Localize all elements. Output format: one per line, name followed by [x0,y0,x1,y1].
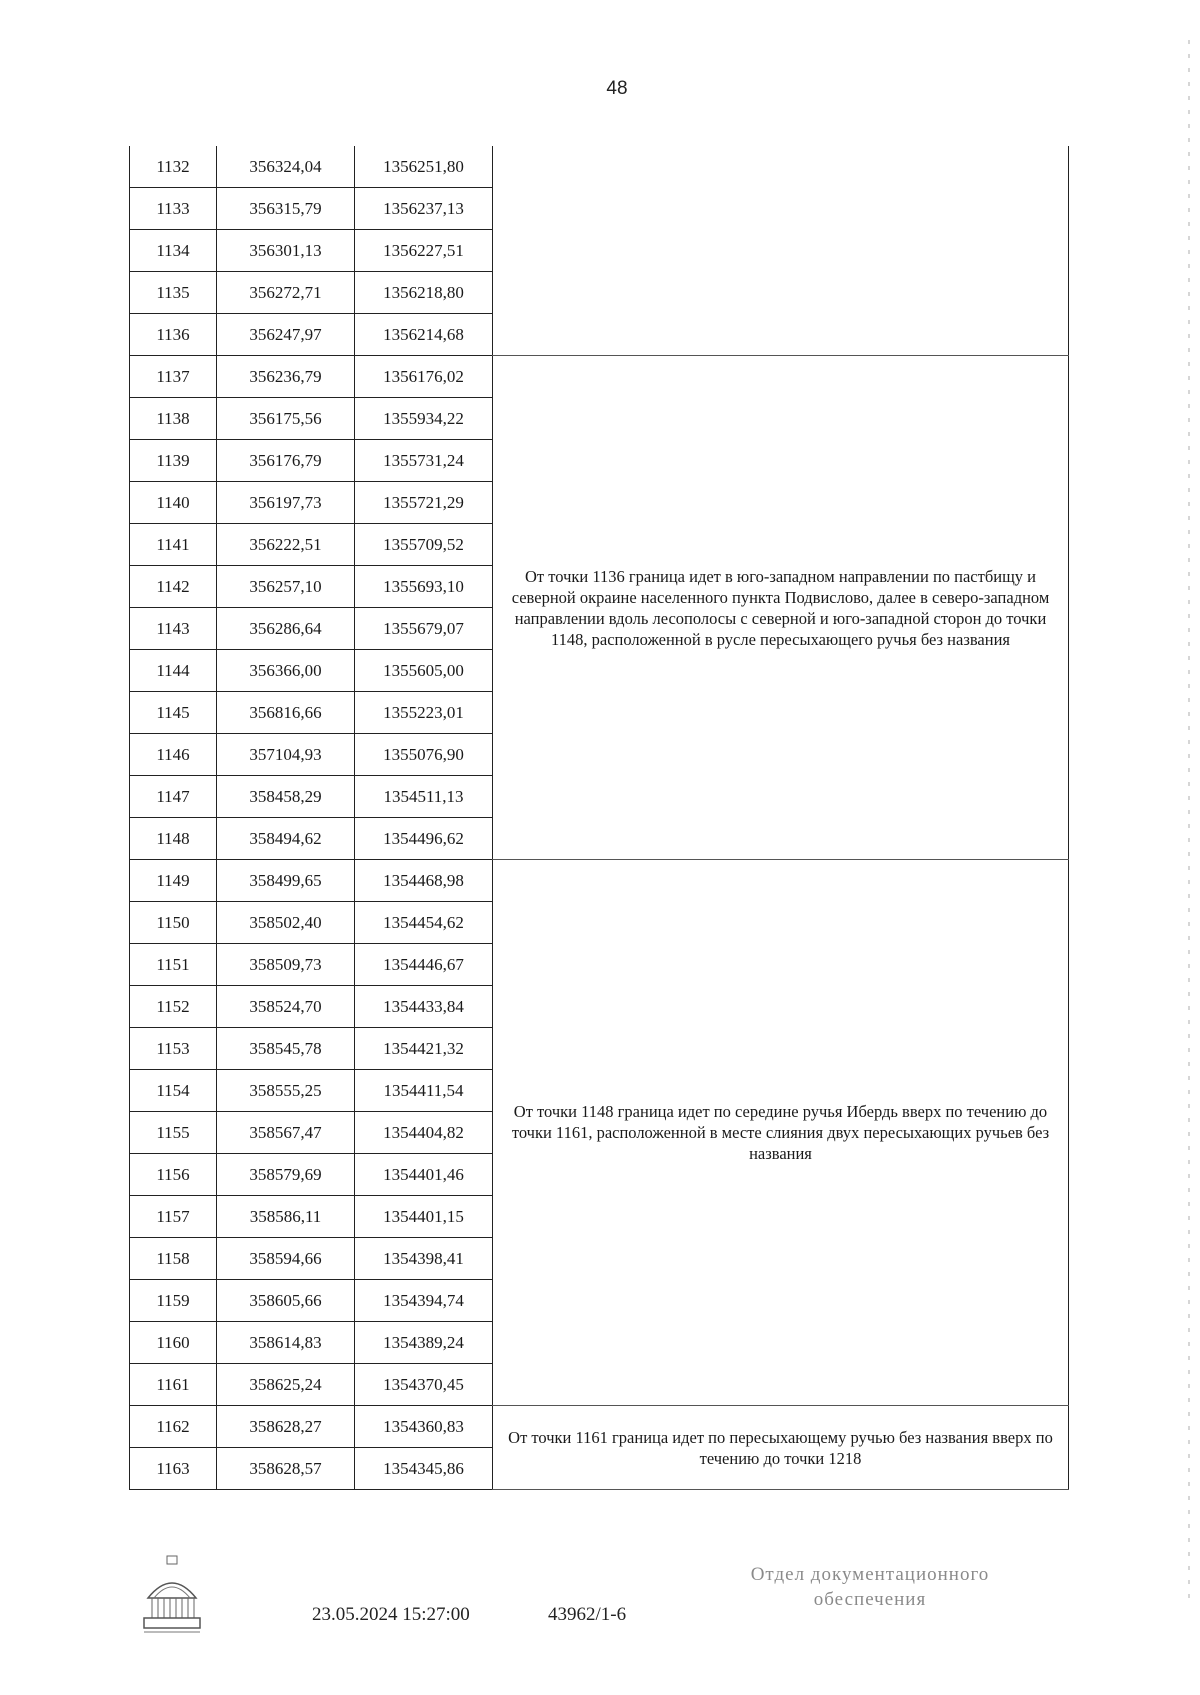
x-coordinate-cell: 358628,57 [217,1448,355,1490]
point-number-cell: 1161 [130,1364,217,1406]
y-coordinate-cell: 1356251,80 [355,146,493,188]
scan-edge [1188,40,1190,1600]
x-coordinate-cell: 358494,62 [217,818,355,860]
table-body [130,146,1069,1490]
boundary-description-cell: От точки 1161 граница идет по пересыхающему ручью без названия вверх по течению до точки 1218 [493,1406,1069,1490]
x-coordinate-cell: 358625,24 [217,1364,355,1406]
y-coordinate-cell: 1354496,62 [355,818,493,860]
x-coordinate-cell: 356257,10 [217,566,355,608]
point-number-cell: 1133 [130,188,217,230]
point-number-cell: 1135 [130,272,217,314]
x-coordinate-cell: 356175,56 [217,398,355,440]
y-coordinate-cell: 1355693,10 [355,566,493,608]
boundary-description-cell: От точки 1136 граница идет в юго-западном направлении по пастбищу и северной окраине населенного пункта Подвислово, далее в северо-западном направлении вдоль лесополосы с северной и юго-западной сторон до точки 1148, расположенной в русле пересыхающего ручья без названия [493,356,1069,860]
point-number-cell: 1136 [130,314,217,356]
boundary-description-cell: От точки 1148 граница идет по середине ручья Ибердь вверх по течению до точки 1161, расположенной в месте слияния двух пересыхающих ручьев без названия [493,860,1069,1406]
y-coordinate-cell: 1354394,74 [355,1280,493,1322]
table-row [130,356,1069,398]
y-coordinate-cell: 1354345,86 [355,1448,493,1490]
x-coordinate-cell: 356286,64 [217,608,355,650]
y-coordinate-cell: 1355731,24 [355,440,493,482]
point-number-cell: 1132 [130,146,217,188]
y-coordinate-cell: 1354360,83 [355,1406,493,1448]
point-number-cell: 1159 [130,1280,217,1322]
page-number: 48 [606,78,628,99]
table-row [130,146,1069,188]
x-coordinate-cell: 358499,65 [217,860,355,902]
x-coordinate-cell: 358524,70 [217,986,355,1028]
point-number-cell: 1155 [130,1112,217,1154]
x-coordinate-cell: 356816,66 [217,692,355,734]
boundary-description-cell [493,146,1069,356]
x-coordinate-cell: 356176,79 [217,440,355,482]
y-coordinate-cell: 1355934,22 [355,398,493,440]
point-number-cell: 1156 [130,1154,217,1196]
point-number-cell: 1146 [130,734,217,776]
point-number-cell: 1137 [130,356,217,398]
point-number-cell: 1152 [130,986,217,1028]
x-coordinate-cell: 358594,66 [217,1238,355,1280]
x-coordinate-cell: 358614,83 [217,1322,355,1364]
point-number-cell: 1153 [130,1028,217,1070]
point-number-cell: 1145 [130,692,217,734]
y-coordinate-cell: 1354401,46 [355,1154,493,1196]
emblem-logo [140,1554,204,1636]
y-coordinate-cell: 1354511,13 [355,776,493,818]
x-coordinate-cell: 357104,93 [217,734,355,776]
x-coordinate-cell: 358579,69 [217,1154,355,1196]
point-number-cell: 1150 [130,902,217,944]
point-number-cell: 1147 [130,776,217,818]
y-coordinate-cell: 1354389,24 [355,1322,493,1364]
point-number-cell: 1138 [130,398,217,440]
x-coordinate-cell: 358555,25 [217,1070,355,1112]
y-coordinate-cell: 1355709,52 [355,524,493,566]
y-coordinate-cell: 1356237,13 [355,188,493,230]
y-coordinate-cell: 1356214,68 [355,314,493,356]
x-coordinate-cell: 356324,04 [217,146,355,188]
y-coordinate-cell: 1354411,54 [355,1070,493,1112]
x-coordinate-cell: 358567,47 [217,1112,355,1154]
x-coordinate-cell: 356197,73 [217,482,355,524]
point-number-cell: 1143 [130,608,217,650]
point-number-cell: 1160 [130,1322,217,1364]
stamp-line-1: Отдел документационного [750,1564,990,1585]
department-stamp [700,1562,1040,1612]
point-number-cell: 1144 [130,650,217,692]
y-coordinate-cell: 1354370,45 [355,1364,493,1406]
table-row [130,860,1069,902]
x-coordinate-cell: 356236,79 [217,356,355,398]
point-number-cell: 1154 [130,1070,217,1112]
point-number-cell: 1140 [130,482,217,524]
x-coordinate-cell: 358605,66 [217,1280,355,1322]
point-number-cell: 1157 [130,1196,217,1238]
point-number-cell: 1163 [130,1448,217,1490]
point-number-cell: 1141 [130,524,217,566]
y-coordinate-cell: 1355605,00 [355,650,493,692]
point-number-cell: 1142 [130,566,217,608]
y-coordinate-cell: 1355679,07 [355,608,493,650]
y-coordinate-cell: 1355076,90 [355,734,493,776]
table-row [130,1406,1069,1448]
y-coordinate-cell: 1354454,62 [355,902,493,944]
x-coordinate-cell: 356272,71 [217,272,355,314]
x-coordinate-cell: 356301,13 [217,230,355,272]
point-number-cell: 1151 [130,944,217,986]
y-coordinate-cell: 1354398,41 [355,1238,493,1280]
point-number-cell: 1148 [130,818,217,860]
footer-datetime: 23.05.2024 15:27:00 [312,1604,470,1625]
x-coordinate-cell: 358502,40 [217,902,355,944]
x-coordinate-cell: 358586,11 [217,1196,355,1238]
x-coordinate-cell: 358509,73 [217,944,355,986]
point-number-cell: 1139 [130,440,217,482]
y-coordinate-cell: 1355721,29 [355,482,493,524]
x-coordinate-cell: 356366,00 [217,650,355,692]
x-coordinate-cell: 356247,97 [217,314,355,356]
y-coordinate-cell: 1354433,84 [355,986,493,1028]
point-number-cell: 1158 [130,1238,217,1280]
boundary-points-table [129,146,1069,1490]
x-coordinate-cell: 358628,27 [217,1406,355,1448]
x-coordinate-cell: 356315,79 [217,188,355,230]
point-number-cell: 1134 [130,230,217,272]
footer-doc-code: 43962/1-6 [548,1604,627,1625]
y-coordinate-cell: 1354401,15 [355,1196,493,1238]
x-coordinate-cell: 358545,78 [217,1028,355,1070]
y-coordinate-cell: 1354446,67 [355,944,493,986]
y-coordinate-cell: 1355223,01 [355,692,493,734]
stamp-line-2: обеспечения [813,1589,927,1610]
y-coordinate-cell: 1356218,80 [355,272,493,314]
x-coordinate-cell: 358458,29 [217,776,355,818]
point-number-cell: 1162 [130,1406,217,1448]
point-number-cell: 1149 [130,860,217,902]
y-coordinate-cell: 1354468,98 [355,860,493,902]
y-coordinate-cell: 1356227,51 [355,230,493,272]
y-coordinate-cell: 1354421,32 [355,1028,493,1070]
y-coordinate-cell: 1356176,02 [355,356,493,398]
x-coordinate-cell: 356222,51 [217,524,355,566]
y-coordinate-cell: 1354404,82 [355,1112,493,1154]
